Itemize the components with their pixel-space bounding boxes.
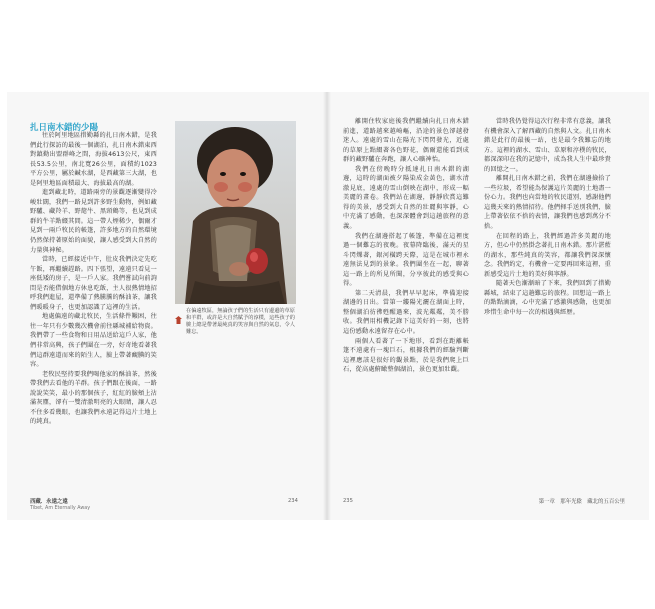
right-page-number: 235 — [343, 498, 353, 504]
body-paragraph: 離開扎日南木錯之前，我們在湖邊撿拾了一些垃圾，希望能為保護這片美麗的土地盡一份心力。我們也向當地的牧民道別，感謝他們這幾天來的熱情招待。他們揮手送別我們，臉上帶著依依不捨的表情，讓我們也感到萬分不捨。 — [484, 175, 611, 231]
right-column-1-text — [343, 117, 469, 430]
photo-caption: 在偏遠牧區，無論孩子們的生活只有邊邊的草原和羊群，或許是大自然賦予的淳樸，這些孩子的臉上總是帶著最純真的笑容與自然的氣息，令人難忘。 — [186, 308, 295, 335]
body-paragraph: 當時，已經接近中午，肚皮我們決定先吃午飯，再繼續趕路。四下張望，遠遠只看見一座低矮的房子，是一戶人家。我們嘗試向前詢問是否能借個地方休息吃飯，主人很熱情地招呼我們進屋，還準備了熱騰騰的酥油茶，讓我們暖暖身子，也更加認識了這裡的生活。 — [30, 256, 157, 311]
body-paragraph: 第二天清晨，我們早早起床，準備迎接湖邊的日出。當第一縷陽光灑在湖面上時，整個湖泊彷彿甦醒過來，波光粼粼，美不勝收。我們用相機記錄下這美好的一刻，也將這份感動永遠留存在心中。 — [343, 289, 469, 336]
left-footer — [30, 497, 90, 511]
body-paragraph: 離開住牧家庭後我們繼續向扎日南木錯前進，道路越來越崎嶇，沿途的景色卻越發迷人。遠處的雪山在陽光下閃閃發光，近處的草原上點綴著各色野花，偶爾還能看到成群的藏野驢在奔跑，讓人心曠神怡。 — [343, 118, 469, 164]
section-title: 扎日南木錯的少陽 — [30, 123, 99, 133]
body-paragraph: 進到藏北時，道路兩旁的景觀逐漸變得冷峻壯闊，我們一路見到許多野生動物，例如藏野驢、藏羚羊、野氂牛、黑頸鶴等，也見到成群的牛羊點綴其間。這一帶人煙稀少，偶爾才見到一兩戶牧民的帳篷，許多地方的自然環境仍然保持著原始的面貌，讓人感受到大自然的力量與神秘。 — [30, 189, 157, 254]
body-paragraph: 地處偏遠的藏北牧民，生活條件艱困，往往一年只有少數幾次機會前往縣城補給物資。我們帶了一些食物和日用品送給這戶人家，他們非常高興，孩子們圍在一旁，好奇地看著我們這群遠道而來的陌生人，臉上帶著靦腆的笑容。 — [30, 313, 157, 369]
right-footer-title: 第一章 那年光陰 藏北的五百公里 — [538, 499, 625, 505]
body-paragraph: 在回程的路上，我們經過許多美麗的地方，但心中仍然掛念著扎日南木錯。那片湛藍的湖水，那些純真的笑容，都讓我們深深懷念。我們約定，有機會一定要再回來這裡，重新感受這片土地的美好與寧靜。 — [484, 232, 611, 278]
right-footer — [525, 497, 625, 505]
book-gutter — [323, 92, 331, 520]
caption-marker-icon — [175, 309, 182, 317]
body-paragraph: 往於阿里地區措勤縣的扎日南木錯，是我們此行探訪的最後一個湖泊，扎日南木錯東西對鎮勤出盟群峰之間，海拔4613公尺，東西長53.5公里，南北寬26公里，面積約1023平方公里，屬於鹹水湖，是西藏第三大湖，也是阿里地區面積最大、海拔最高的湖。 — [30, 132, 157, 187]
body-paragraph: 我們在湖邊搭起了帳篷，準備在這裡度過一個難忘的夜晚。夜幕降臨後，滿天的星斗閃爍著，銀河橫跨天際，這是在城市裡永遠無法見到的景象。我們圍坐在一起，聊著這一路上的所見所聞，分享彼此的感受與心得。 — [343, 232, 469, 288]
body-paragraph: 當時我仍覺得這次行程非常有意義，讓我有機會深入了解西藏的自然與人文。扎日南木錯是此行的最後一站，也是最令我難忘的地方。這裡的湖水、雪山、草原和淳樸的牧民，都深深印在我的記憶中，成為我人生中最珍貴的回憶之一。 — [484, 118, 611, 173]
body-paragraph: 隨著天色漸漸暗了下來，我們回到了措勤縣城，結束了這趟難忘的旅程。回想這一路上的點點滴滴，心中充滿了感激與感動，也更加珍惜生命中每一次的相遇與經歷。 — [484, 280, 611, 316]
left-footer-title: 西藏．永遠之遠 — [30, 499, 68, 505]
right-column-2-text — [484, 117, 611, 420]
left-page-number: 234 — [288, 498, 298, 504]
body-paragraph: 我們在傍晚時分抵達扎日南木錯的湖邊，這時的湖面被夕陽染成金黃色，湖水清澈見底，遠處的雪山倒映在湖中，形成一幅美麗的畫卷。我們站在湖邊，靜靜欣賞這難得的美景，感受到大自然的壯麗與寧靜，心中充滿了感動，也深深體會到這趟旅程的意義。 — [343, 165, 469, 231]
left-column-text — [30, 131, 157, 431]
photo-child-in-tibet — [175, 121, 296, 304]
body-paragraph: 兩個人看著了一下地形，看到在距離帳篷不遠處有一塊巨石，根據我們的經驗判斷這裡應該是很好的觀景點，於是我們爬上巨石，從高處俯瞰整個湖泊，景色更加壯觀。 — [343, 337, 469, 374]
body-paragraph: 老牧民堅持要我們喝他家的酥油茶，然後帶我們去看他的羊群。孩子們跟在後面，一路說說笑笑，最小的那個孩子，紅紅的臉頰上沾滿灰塵，卻有一雙清澈明亮的大眼睛，讓人忍不住多看幾眼，也讓我們永遠記得這片土地上的純真。 — [30, 370, 157, 426]
left-footer-subtitle: Tibet, Am Eternally Away — [30, 506, 91, 511]
